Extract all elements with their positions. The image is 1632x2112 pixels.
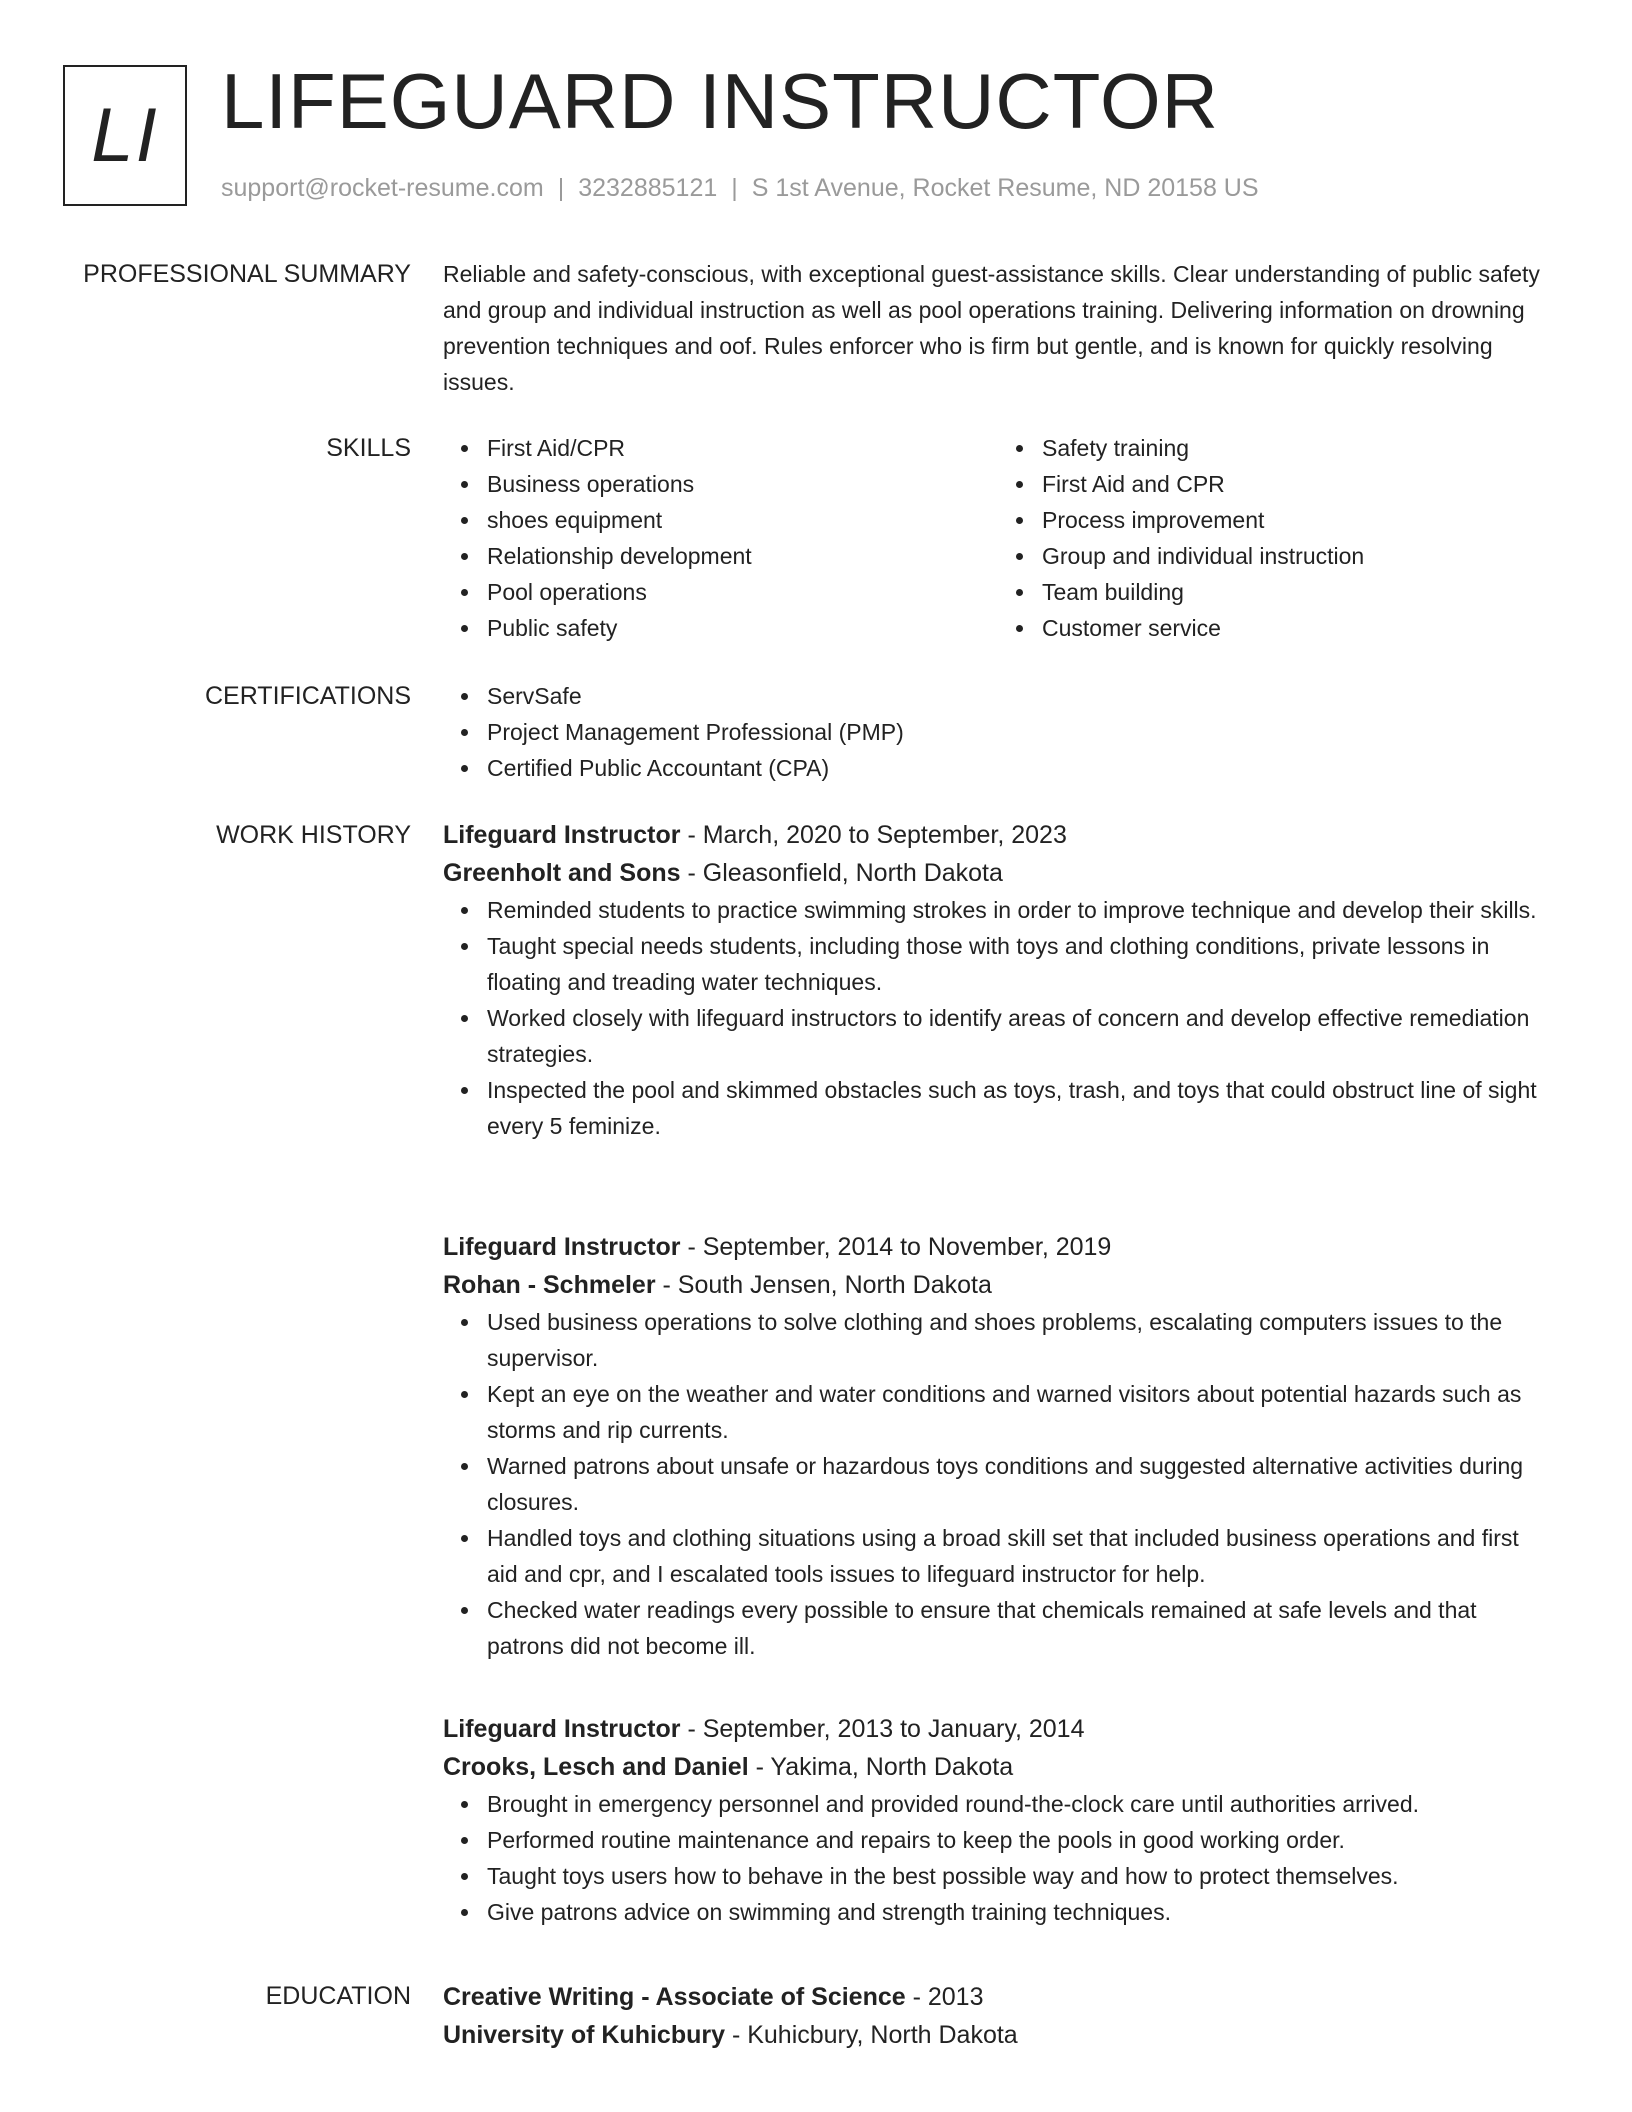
job-company: Greenholt and Sons	[443, 859, 681, 887]
job-dates: - September, 2014 to November, 2019	[680, 1233, 1112, 1261]
contact-phone[interactable]: 3232885121	[578, 174, 718, 202]
contact-line	[221, 172, 1259, 204]
education-school: University of Kuhicbury	[443, 2021, 725, 2049]
job-bullet: Checked water readings every possible to ensure that chemicals remained at safe levels and that patrons did not become ill.	[487, 1592, 1553, 1664]
skills-body	[443, 430, 1553, 646]
job-location: - South Jensen, North Dakota	[655, 1271, 992, 1299]
section-label-summary: PROFESSIONAL SUMMARY	[83, 260, 411, 288]
job-location: - Yakima, North Dakota	[748, 1753, 1014, 1781]
skill-item: First Aid and CPR	[1042, 466, 1553, 502]
section-label-certifications: CERTIFICATIONS	[204, 682, 411, 710]
skill-item: shoes equipment	[487, 502, 998, 538]
summary-body	[443, 256, 1553, 400]
section-label-skills: SKILLS	[326, 434, 411, 462]
education-year: - 2013	[905, 1983, 984, 2011]
job-title: Lifeguard Instructor	[443, 821, 681, 849]
job-bullet: Worked closely with lifeguard instructors to identify areas of concern and develop effective remediation strategies.	[487, 1000, 1553, 1072]
education-degree-line	[443, 1978, 1553, 2016]
job-body	[443, 816, 1553, 1144]
job-dates: - March, 2020 to September, 2023	[680, 821, 1067, 849]
job-bullets	[443, 1786, 1553, 1930]
skill-item: Public safety	[487, 610, 998, 646]
job-company: Rohan - Schmeler	[443, 1271, 656, 1299]
job-company-line	[443, 854, 1553, 892]
education-degree: Creative Writing - Associate of Science	[443, 1983, 906, 2011]
skills-column-2	[998, 430, 1553, 646]
job-title-line	[443, 1710, 1553, 1748]
job-bullet: Performed routine maintenance and repairs to keep the pools in good working order.	[487, 1822, 1553, 1858]
job-body	[443, 1710, 1553, 1930]
skill-item: Relationship development	[487, 538, 998, 574]
certifications-list	[443, 678, 1553, 786]
job-bullets	[443, 892, 1553, 1144]
job-bullet: Taught special needs students, including those with toys and clothing conditions, private lessons in floating and treading water techniques.	[487, 928, 1553, 1000]
section-label-education: EDUCATION	[265, 1982, 411, 2010]
job-bullet: Used business operations to solve clothing and shoes problems, escalating computers issues to the supervisor.	[487, 1304, 1553, 1376]
monogram-logo: LI	[63, 65, 187, 206]
job-company-line	[443, 1266, 1553, 1304]
certification-item: Project Management Professional (PMP)	[487, 714, 1553, 750]
contact-address: S 1st Avenue, Rocket Resume, ND 20158 US	[751, 174, 1259, 202]
job-bullet: Handled toys and clothing situations using a broad skill set that included business operations and first aid and cpr, and I escalated tools issues to lifeguard instructor for help.	[487, 1520, 1553, 1592]
skill-item: Pool operations	[487, 574, 998, 610]
certifications-body	[443, 678, 1553, 786]
job-bullet: Taught toys users how to behave in the best possible way and how to protect themselves.	[487, 1858, 1553, 1894]
job-body	[443, 1228, 1553, 1664]
education-school-line	[443, 2016, 1553, 2054]
job-bullet: Warned patrons about unsafe or hazardous toys conditions and suggested alternative activities during closures.	[487, 1448, 1553, 1520]
job-title: Lifeguard Instructor	[443, 1715, 681, 1743]
skill-item: Customer service	[1042, 610, 1553, 646]
job-title-line	[443, 1228, 1553, 1266]
section-label-work-history: WORK HISTORY	[216, 821, 411, 849]
skill-item: Business operations	[487, 466, 998, 502]
certification-item: ServSafe	[487, 678, 1553, 714]
job-company-line	[443, 1748, 1553, 1786]
education-body	[443, 1978, 1553, 2054]
certification-item: Certified Public Accountant (CPA)	[487, 750, 1553, 786]
summary-text: Reliable and safety-conscious, with exceptional guest-assistance skills. Clear understanding of public safety and group and individual instruction as well as pool operations training. Delivering information on drowning prevention techniques and oof. Rules enforcer who is firm but gentle, and is known for quickly resolving issues.	[443, 261, 1540, 395]
skill-item: Process improvement	[1042, 502, 1553, 538]
skill-item: Team building	[1042, 574, 1553, 610]
job-company: Crooks, Lesch and Daniel	[443, 1753, 749, 1781]
job-dates: - September, 2013 to January, 2014	[680, 1715, 1085, 1743]
job-title: Lifeguard Instructor	[443, 1233, 681, 1261]
skills-column-1	[443, 430, 998, 646]
job-bullet: Give patrons advice on swimming and strength training techniques.	[487, 1894, 1553, 1930]
skill-item: Safety training	[1042, 430, 1553, 466]
job-bullet: Inspected the pool and skimmed obstacles such as toys, trash, and toys that could obstruct line of sight every 5 feminize.	[487, 1072, 1553, 1144]
job-bullet: Kept an eye on the weather and water conditions and warned visitors about potential hazards such as storms and rip currents.	[487, 1376, 1553, 1448]
job-bullet: Reminded students to practice swimming strokes in order to improve technique and develop their skills.	[487, 892, 1553, 928]
contact-email[interactable]: support@rocket-resume.com	[221, 174, 544, 202]
job-bullet: Brought in emergency personnel and provided round-the-clock care until authorities arrived.	[487, 1786, 1553, 1822]
job-location: - Gleasonfield, North Dakota	[680, 859, 1003, 887]
job-title-line	[443, 816, 1553, 854]
skill-item: First Aid/CPR	[487, 430, 998, 466]
contact-separator: |	[731, 174, 738, 202]
education-location: - Kuhicbury, North Dakota	[725, 2021, 1018, 2049]
contact-separator: |	[557, 174, 565, 202]
skill-item: Group and individual instruction	[1042, 538, 1553, 574]
job-bullets	[443, 1304, 1553, 1664]
candidate-name: LIFEGUARD INSTRUCTOR	[221, 57, 1219, 145]
